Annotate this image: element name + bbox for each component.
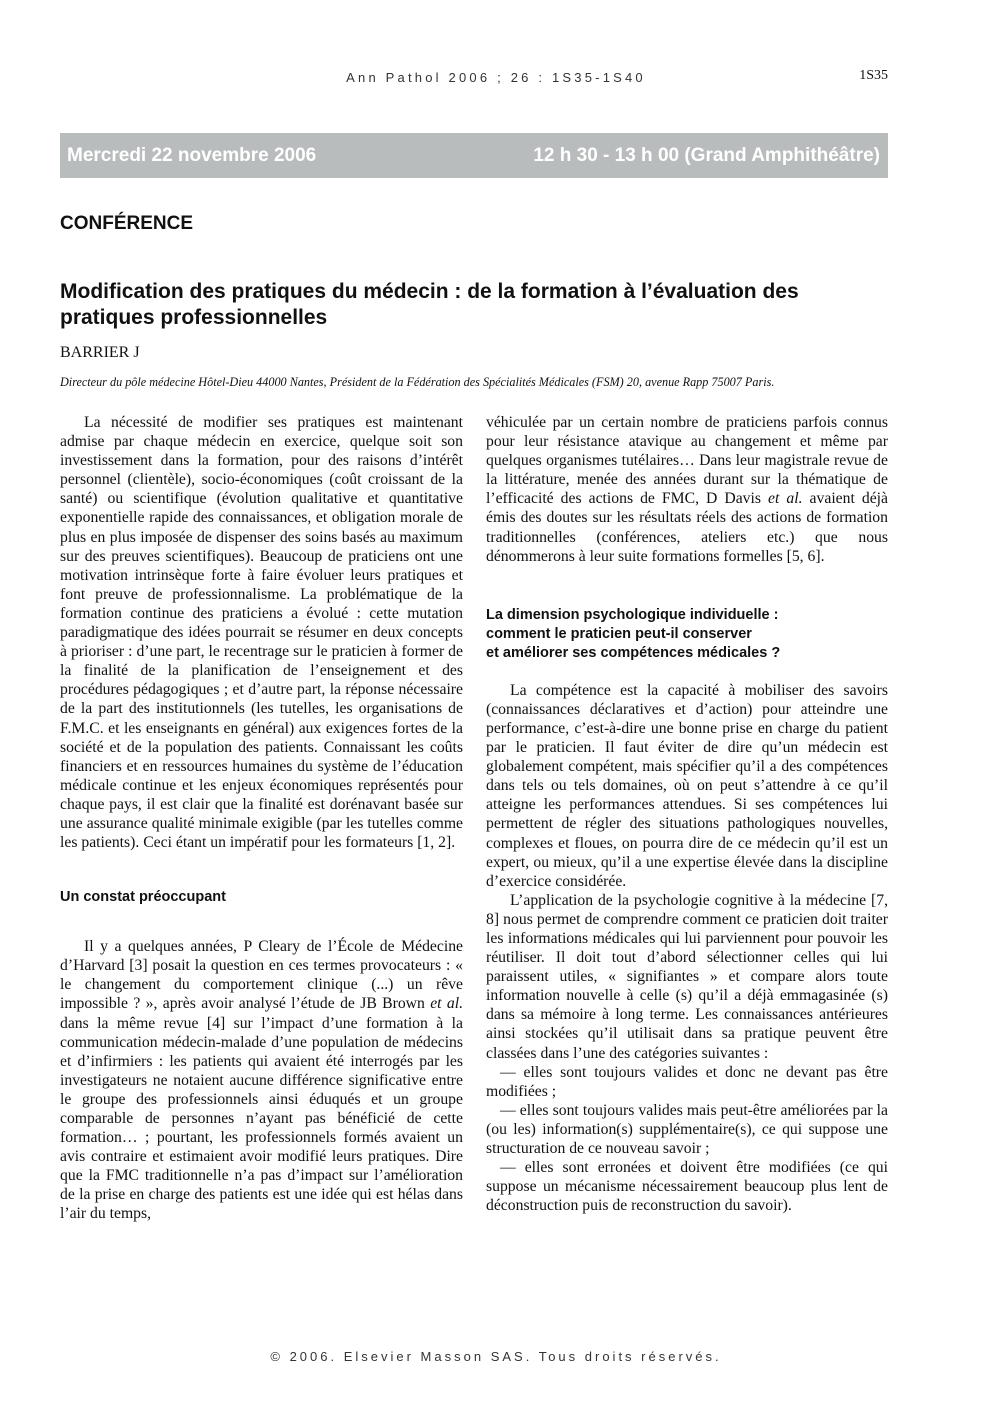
citation-etal: et al. xyxy=(768,490,803,508)
session-banner xyxy=(60,133,888,178)
page-number: 1S35 xyxy=(859,68,888,83)
body-paragraph: La compétence est la capacité à mobiliser des savoirs (connaissances déclaratives et d’action) pour atteindre une performance, c’est-à-dire une bonne prise en charge du patient par le praticien. Il faut éviter de dire qu’un médecin est globalement compétent, mais spécifier qu’il a des compétences dans tels ou tels domaines, où on peut s’attendre à ce qu’il atteigne les performances attendues. Si ses compétences lui permettent de régler des situations pathologiques nouvelles, complexes et floues, on pourra dire de ce médecin qu’il est un expert, ou mieux, qu’il a une expertise élevée dans la discipline d’exercice considérée. xyxy=(486,681,888,890)
session-time: 12 h 30 - 13 h 00 (Grand Amphithéâtre) xyxy=(533,145,880,166)
article-title: Modification des pratiques du médecin : de la formation à l’évaluation des pratiques professionnelles xyxy=(60,280,799,329)
intro-paragraph: La nécessité de modifier ses pratiques est maintenant admise par chaque médecin en exercice, quelque soit son investissement dans la formation, pour des raisons d’intérêt personnel (clientèle), socio-économiques (coût croissant de la santé) ou scientifique (évolution qualitative et quantitative exponentielle rapide des connaissances, et obligation morale de plus en plus imposée de dispenser des soins basés au maximum sur des preuves scientifiques). Beaucoup de praticiens ont une motivation intrinsèque forte à faire évoluer leurs pratiques et font preuve de professionnalisme. La problématique de la formation continue des praticiens a évolué : cette mutation paradigmatique des idées pourrait se résumer en deux concepts à prioriser : d’une part, le recentrage sur le praticien à former de la finalité de la planification de l’enseignement et des procédures pédagogiques ; et d’autre part, la réponse nécessaire de la part des institutionnels (les tutelles, les organisations de F.M.C. et les enseignants en général) aux exigences fortes de la société et de la population des patients. Connaissant les coûts financiers et en ressources humaines du système de l’éducation médicale continue et les enjeux économiques représentés pour chaque pays, il est clair que la finalité est dorénavant basée sur une assurance qualité minimale exigible (par les tutelles comme les patients). Ceci étant un impératif pour les formateurs [1, 2]. xyxy=(60,414,463,852)
copyright-footer: © 2006. Elsevier Masson SAS. Tous droits réservés. xyxy=(270,1349,722,1364)
journal-reference: Ann Pathol 2006 ; 26 : 1S35-1S40 xyxy=(346,70,646,85)
text-run: avaient déjà émis des doutes sur les résultats réels des actions de formation traditionnelles (conférences, ateliers etc.) que nous dénommerons à leur suite formations formelles [5, 6]. xyxy=(486,490,889,565)
citation-etal: et al. xyxy=(430,995,463,1013)
article-author: BARRIER J xyxy=(60,344,140,361)
list-item: — elles sont toujours valides et donc ne devant pas être modifiées ; xyxy=(486,1063,888,1100)
text-run: Il y a quelques années, P Cleary de l’École de Médecine d’Harvard [3] posait la question en ces termes provocateurs : « le changement du comportement clinique (...) un rêve impossible ? », après avoir analysé l’étude de JB Brown xyxy=(60,938,463,1013)
section-heading-constat: Un constat préoccupant xyxy=(60,889,226,906)
text-run: dans la même revue [4] sur l’impact d’une formation à la communication médecin-malade d’une population de médecins et d’infirmiers : les patients qui avaient été interrogés par les investigateurs ne notaient aucune différence significative entre le groupe des professionnels ainsi éduqués et un groupe comparable de personnes n’ayant pas bénéficié de cette formation… ; pourtant, les professionnels formés avaient un avis contraire et estimaient avoir modifié leurs pratiques. Dire que la FMC traditionnelle n’a pas d’impact sur l’amélioration de la prise en charge des patients est une idée qui est hélas dans l’air du temps, xyxy=(60,1014,463,1223)
section-label: CONFÉRENCE xyxy=(60,213,194,234)
heading-line: et améliorer ses compétences médicales ? xyxy=(486,644,781,661)
text-run: véhiculée par un certain nombre de praticiens parfois connus pour leur résistance atavique au changement et même par quelques organismes tutélaires… Dans leur magistrale revue de la littérature, menée des années durant sur la thématique de l’efficacité des actions de FMC, D Davis xyxy=(486,414,888,508)
right-column xyxy=(486,413,888,1215)
heading-line: La dimension psychologique individuelle : xyxy=(486,606,779,623)
list-item: — elles sont erronées et doivent être modifiées (ce qui suppose un mécanisme nécessairement beaucoup plus lent de déconstruction puis de reconstruction du savoir). xyxy=(486,1159,888,1215)
continued-paragraph xyxy=(486,413,888,566)
heading-line: comment le praticien peut-il conserver xyxy=(486,625,752,642)
section-heading-psychologique xyxy=(486,606,888,663)
body-paragraph xyxy=(60,937,463,1223)
session-date: Mercredi 22 novembre 2006 xyxy=(67,145,317,166)
author-affiliation: Directeur du pôle médecine Hôtel-Dieu 44000 Nantes, Président de la Fédération des Spécialités Médicales (FSM) 20, avenue Rapp 75007 Paris. xyxy=(60,375,775,389)
body-paragraph: L’application de la psychologie cognitive à la médecine [7, 8] nous permet de comprendre comment ce praticien doit traiter les informations médicales qui lui parviennent pour pouvoir les réutiliser. Il doit tout d’abord sélectionner celles qui lui paraissent utiles, « signifiantes » et compare alors toute information nouvelle à celle (s) qu’il a déjà emmagasinée (s) dans sa mémoire à long terme. Les connaissances antérieures ainsi stockées qu’il utilisait dans sa pratique peuvent être classées dans l’une des catégories suivantes : xyxy=(486,891,888,1062)
left-column xyxy=(60,413,463,1224)
list-item: — elles sont toujours valides mais peut-être améliorées par la (ou les) information(s) supplémentaire(s), ce qui suppose une structuration de ce nouveau savoir ; xyxy=(486,1101,888,1157)
